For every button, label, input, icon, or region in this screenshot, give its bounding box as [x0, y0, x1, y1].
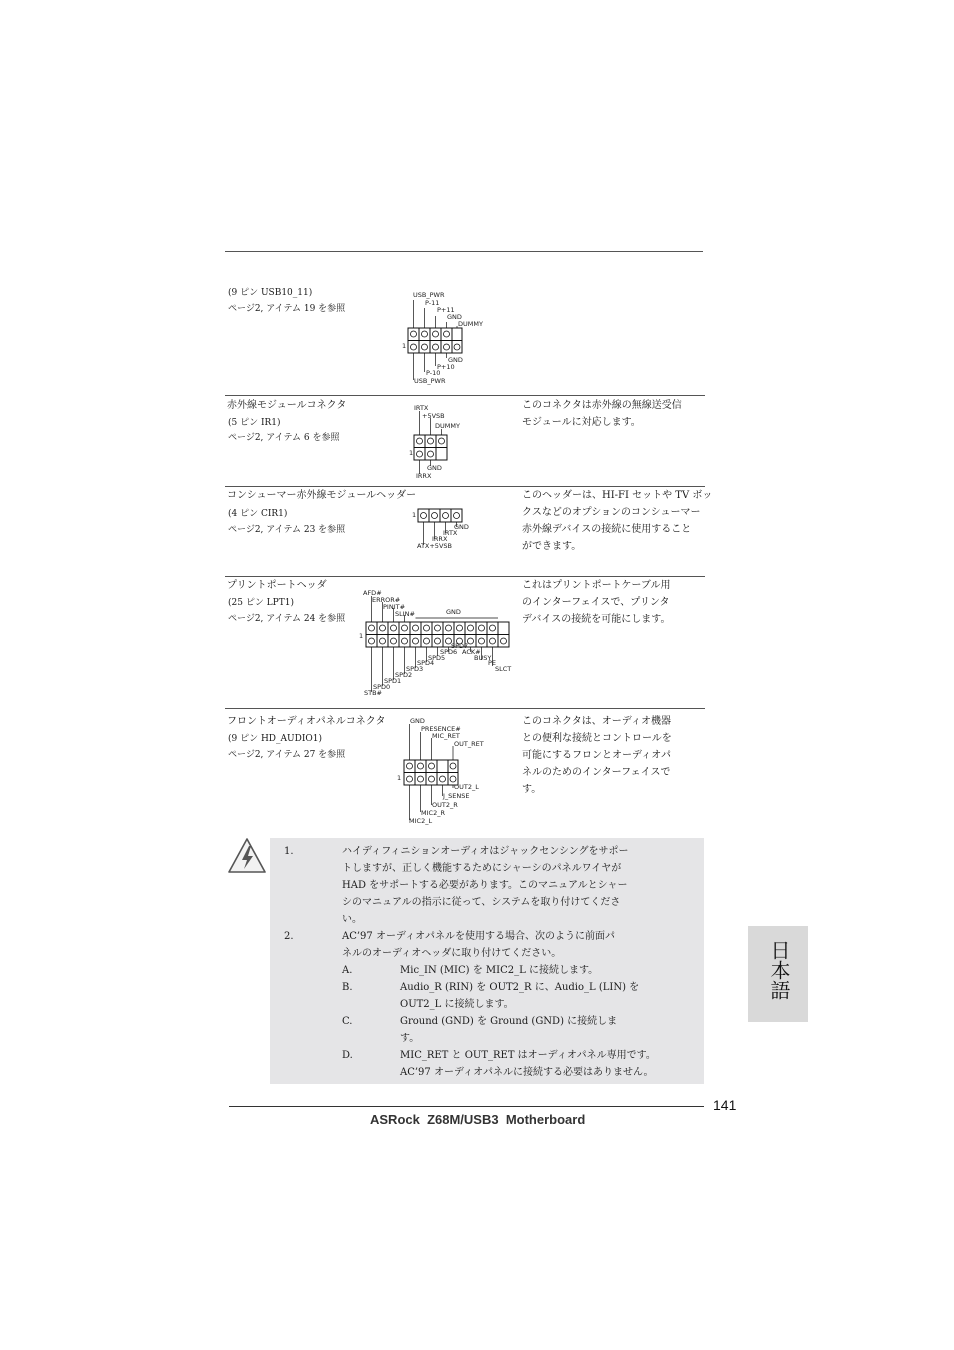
note-item-number: 1. [284, 846, 294, 857]
pin-one-label: 1 [402, 342, 407, 350]
pin-one-label: 1 [359, 632, 364, 640]
cir-pins: (4 ピン CIR1) [228, 509, 288, 519]
pin-label: SPD4 [417, 659, 435, 667]
audio-desc-1: このコネクタは、オーディオ機器 [522, 716, 671, 727]
pin-label: DUMMY [435, 422, 460, 430]
lpt-ref: ページ2, アイテム 24 を参照 [228, 614, 346, 624]
pin-one-label: 1 [409, 449, 414, 457]
usb-header-pins: (9 ピン USB10_11) [228, 288, 313, 298]
lpt-title: プリントポートヘッダ [227, 580, 327, 591]
pin-label: MIC2_R [421, 809, 445, 817]
cir-header-diagram [410, 505, 490, 555]
pin-label: MIC2_L [409, 817, 433, 825]
cir-ref: ページ2, アイテム 23 を参照 [228, 525, 346, 535]
pin-label: GND [448, 356, 463, 364]
pin-label: DUMMY [458, 320, 483, 328]
pin-label: SPD6 [440, 648, 458, 656]
pin-label: P+11 [437, 306, 455, 314]
note-line: い。 [342, 914, 362, 925]
pin-label: +5VSB [422, 412, 445, 420]
pin-label: SPD2 [395, 671, 413, 679]
lpt-desc-3: デバイスの接続を可能にします。 [522, 614, 671, 625]
pin-label: IRRX [416, 472, 432, 480]
note-sub-number: B. [342, 982, 353, 993]
note-sub-number: A. [342, 965, 353, 976]
audio-header-diagram [396, 716, 496, 828]
pin-one-label: 1 [412, 511, 417, 519]
cir-title: コンシューマー赤外線モジュールヘッダー [227, 490, 417, 501]
pin-label: SPD1 [384, 677, 402, 685]
ir-pins: (5 ピン IR1) [228, 418, 281, 428]
ir-title: 赤外線モジュールコネクタ [227, 400, 347, 411]
pin-label: STB# [364, 689, 383, 697]
note-item-number: 2. [284, 931, 294, 942]
note-line: AC’97 オーディオパネルを使用する場合、次のように前面パ [342, 931, 615, 942]
pin-label: MIC_RET [432, 732, 460, 740]
section-rule [225, 395, 705, 396]
pin-label: OUT2_R [432, 801, 458, 809]
pin-label: P-10 [426, 369, 441, 377]
note-line: Mic_IN (MIC) を MIC2_L に接続します。 [400, 965, 599, 976]
lpt-desc-1: これはプリントポートケーブル用 [522, 580, 671, 591]
note-sub-number: D. [342, 1050, 353, 1061]
pin-label: OUT2_L [454, 783, 479, 791]
pin-label: IRTX [443, 529, 458, 537]
note-line: す。 [400, 1033, 420, 1044]
note-sub-number: C. [342, 1016, 353, 1027]
lpt-desc-2: のインターフェイスで、プリンタ [522, 597, 670, 608]
usb-header-diagram [400, 290, 500, 390]
audio-title: フロントオーディオパネルコネクタ [227, 716, 386, 727]
pin-label: GND [446, 608, 461, 616]
pin-label: USB_PWR [413, 291, 445, 299]
pin-label: P-11 [425, 299, 440, 307]
pin-label: GND [454, 523, 469, 531]
cir-desc-4: ができます。 [522, 541, 582, 552]
note-line: シのマニュアルの指示に従って、システムを取り付けてくださ [342, 897, 621, 908]
audio-desc-4: ネルのためのインターフェイスで [522, 767, 671, 778]
language-tab-label: 日本語 [767, 940, 791, 1000]
cir-desc-1: このヘッダーは、HI-FI セットや TV ボッ [522, 490, 713, 501]
pin-label: ATX+5VSB [417, 542, 452, 550]
audio-desc-2: との便利な接続とコントロールを [522, 733, 672, 744]
audio-pins: (9 ピン HD_AUDIO1) [228, 734, 322, 744]
pin-label: PINIT# [383, 603, 406, 611]
lpt-pins: (25 ピン LPT1) [228, 598, 294, 608]
ir-desc-2: モジュールに対応します。 [522, 417, 641, 428]
audio-desc-3: 可能にするフロンとオーディオパ [522, 750, 671, 761]
note-line: AC’97 オーディオパネルに接続する必要はありません。 [400, 1067, 654, 1078]
note-line: Audio_R (RIN) を OUT2_R に、Audio_L (LIN) を [400, 982, 640, 993]
pin-label: OUT_RET [454, 740, 484, 748]
ir-ref: ページ2, アイテム 6 を参照 [228, 433, 340, 443]
pin-label: USB_PWR [414, 377, 446, 385]
cir-desc-3: 赤外線デバイスの接続に使用すること [522, 524, 692, 535]
audio-ref: ページ2, アイテム 27 を参照 [228, 750, 346, 760]
pin-label: IRRX [432, 535, 448, 543]
lpt-header-diagram [358, 588, 518, 698]
note-line: ハイディフィニションオーディオはジャックセンシングをサポー [342, 846, 629, 857]
note-line: OUT2_L に接続します。 [400, 999, 514, 1010]
language-tab [748, 926, 808, 1022]
ir-header-diagram [408, 402, 488, 482]
pin-label: ERROR# [372, 596, 401, 604]
pin-label: GND [447, 313, 462, 321]
usb-header-ref: ページ2, アイテム 19 を参照 [228, 304, 346, 314]
top-rule [225, 251, 703, 252]
pin-label: SLIN# [395, 610, 415, 618]
pin-label: SPD3 [406, 665, 424, 673]
footer-rule [229, 1106, 704, 1107]
cir-desc-2: クスなどのオプションのコンシューマー [522, 507, 701, 518]
pin-label: BUSY [474, 654, 492, 662]
audio-desc-5: す。 [522, 784, 542, 795]
footer-title: ASRock Z68M/USB3 Motherboard [370, 1112, 586, 1127]
note-line: ネルのオーディオヘッダに取り付けてください。 [342, 948, 562, 959]
pin-label: GND [410, 717, 425, 725]
pin-label: SPD5 [428, 654, 446, 662]
pin-one-label: 1 [397, 774, 402, 782]
pin-label: IRTX [414, 404, 429, 412]
pin-label: P+10 [437, 363, 455, 371]
note-line: MIC_RET と OUT_RET はオーディオパネル専用です。 [400, 1050, 656, 1061]
ir-desc-1: このコネクタは赤外線の無線送受信 [522, 400, 682, 411]
warning-triangle-icon [226, 836, 268, 876]
pin-label: ACK# [462, 648, 481, 656]
pin-label: SPD0 [373, 683, 391, 691]
page-number: 141 [713, 1097, 737, 1113]
pin-label: PRESENCE# [421, 725, 461, 733]
note-line: HAD をサポートする必要があります。このマニュアルとシャー [342, 880, 628, 891]
pin-label: SLCT [495, 665, 512, 673]
pin-label: AFD# [363, 589, 382, 597]
pin-label: GND [427, 464, 442, 472]
pin-label: J_SENSE [443, 792, 470, 800]
section-rule [225, 708, 705, 709]
pin-label: PE [488, 659, 497, 667]
note-line: Ground (GND) を Ground (GND) に接続しま [400, 1016, 618, 1027]
pin-label: SPD7 [451, 642, 469, 650]
note-line: トしますが、正しく機能するためにシャーシのパネルワイヤが [342, 863, 622, 874]
note-box [270, 838, 704, 1084]
